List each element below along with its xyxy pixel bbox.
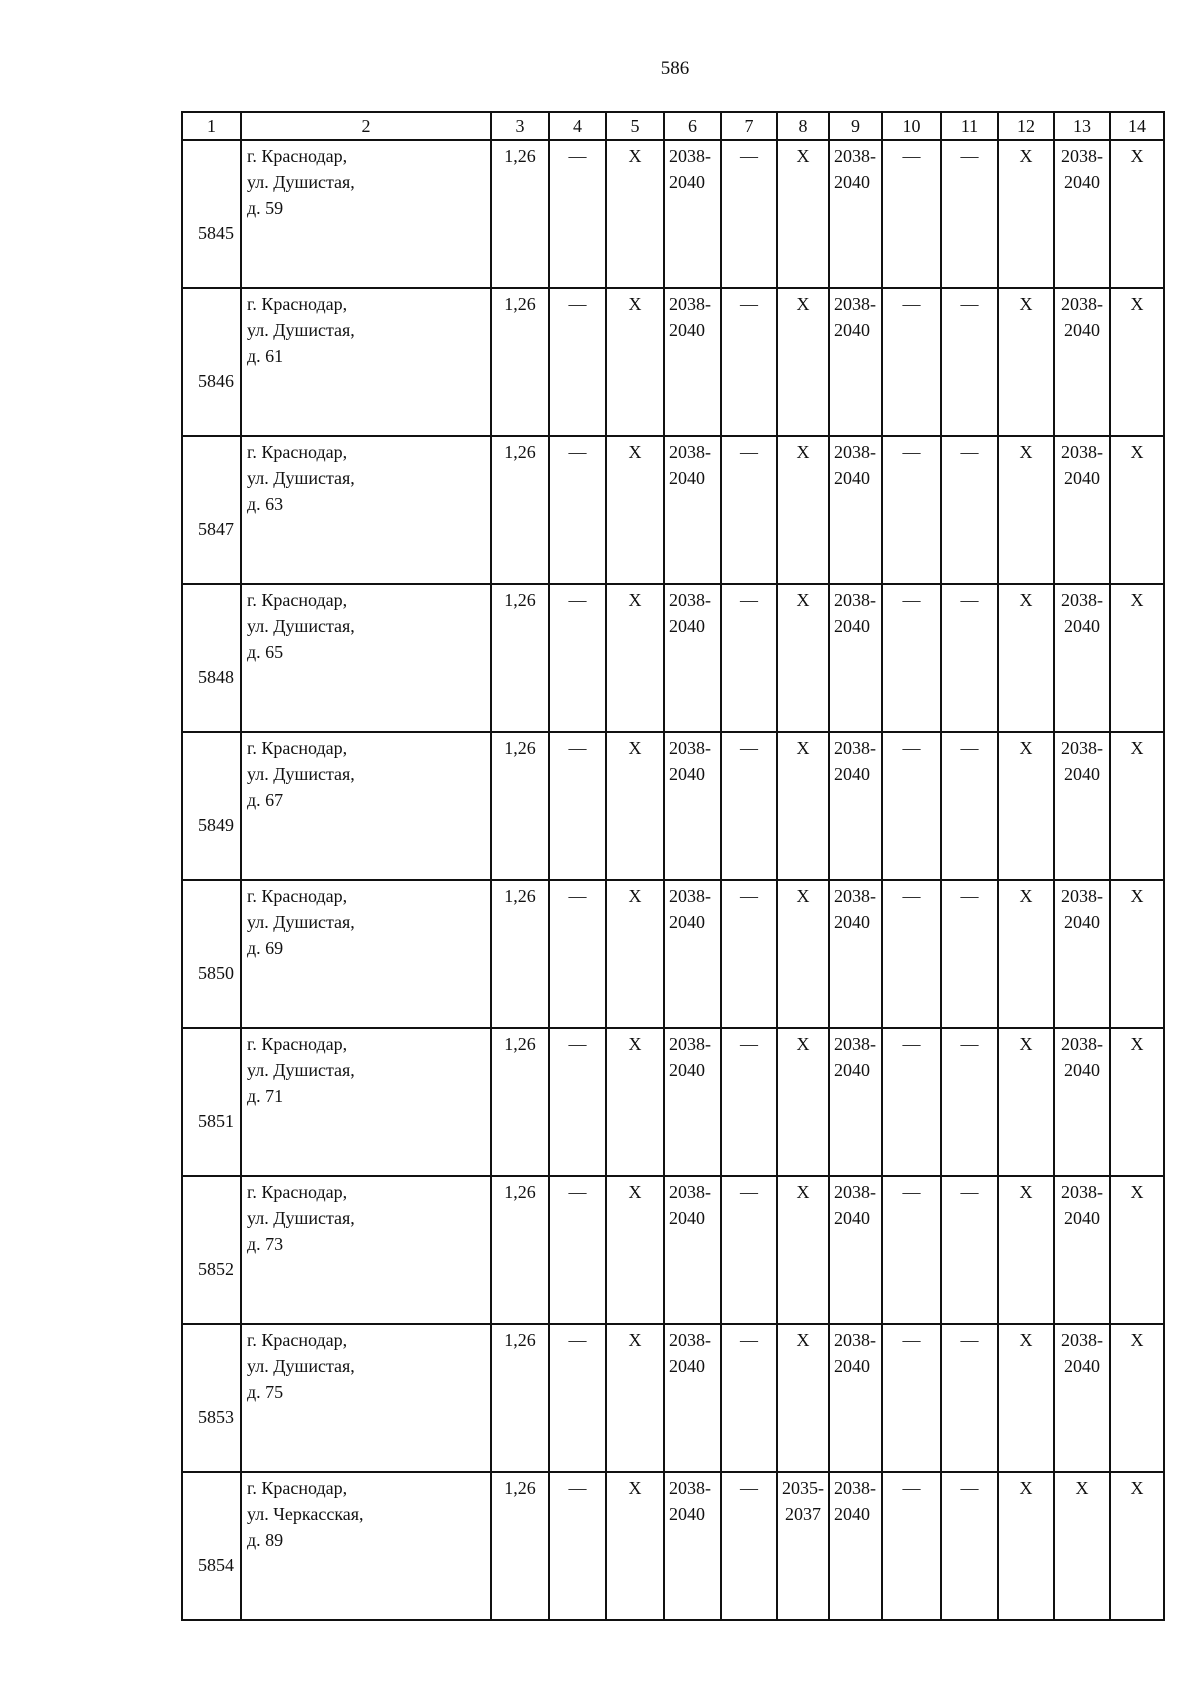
- value-cell: 1,26: [491, 288, 549, 436]
- table-row: [182, 732, 1164, 880]
- value-cell: 2038- 2040: [1054, 436, 1110, 584]
- table-row: [182, 1472, 1164, 1620]
- value-cell: 2038- 2040: [1054, 732, 1110, 880]
- value-cell: X: [1110, 584, 1164, 732]
- value-cell: —: [549, 584, 606, 732]
- row-number: 5845: [182, 140, 241, 288]
- column-header: 13: [1054, 112, 1110, 140]
- table-row: [182, 880, 1164, 1028]
- address-cell: г. Краснодар, ул. Душистая, д. 65: [241, 584, 491, 732]
- address-cell: г. Краснодар, ул. Черкасская, д. 89: [241, 1472, 491, 1620]
- table-row: [182, 584, 1164, 732]
- address-cell: г. Краснодар, ул. Душистая, д. 73: [241, 1176, 491, 1324]
- value-cell: X: [1054, 1472, 1110, 1620]
- value-cell: 2038- 2040: [664, 1324, 721, 1472]
- column-header: 11: [941, 112, 998, 140]
- row-number: 5852: [182, 1176, 241, 1324]
- value-cell: —: [549, 288, 606, 436]
- value-cell: —: [941, 1028, 998, 1176]
- value-cell: X: [998, 732, 1054, 880]
- value-cell: X: [998, 288, 1054, 436]
- row-number: 5846: [182, 288, 241, 436]
- value-cell: X: [998, 1028, 1054, 1176]
- value-cell: —: [549, 1176, 606, 1324]
- value-cell: X: [1110, 436, 1164, 584]
- column-header: 7: [721, 112, 777, 140]
- value-cell: 2038- 2040: [829, 880, 882, 1028]
- table-row: [182, 436, 1164, 584]
- value-cell: —: [941, 880, 998, 1028]
- value-cell: X: [1110, 1472, 1164, 1620]
- value-cell: 1,26: [491, 1324, 549, 1472]
- column-header: 3: [491, 112, 549, 140]
- value-cell: —: [721, 436, 777, 584]
- value-cell: 2038- 2040: [829, 436, 882, 584]
- value-cell: 2038- 2040: [664, 1176, 721, 1324]
- address-cell: г. Краснодар, ул. Душистая, д. 61: [241, 288, 491, 436]
- row-number: 5850: [182, 880, 241, 1028]
- value-cell: 2038- 2040: [1054, 584, 1110, 732]
- value-cell: 1,26: [491, 140, 549, 288]
- value-cell: X: [606, 140, 664, 288]
- value-cell: 2038- 2040: [664, 436, 721, 584]
- value-cell: —: [549, 436, 606, 584]
- column-header: 8: [777, 112, 829, 140]
- value-cell: X: [998, 436, 1054, 584]
- value-cell: —: [941, 1324, 998, 1472]
- value-cell: 2038- 2040: [664, 140, 721, 288]
- value-cell: 2038- 2040: [829, 584, 882, 732]
- value-cell: 2035- 2037: [777, 1472, 829, 1620]
- value-cell: —: [941, 436, 998, 584]
- value-cell: X: [777, 1028, 829, 1176]
- address-cell: г. Краснодар, ул. Душистая, д. 67: [241, 732, 491, 880]
- table-header: [182, 112, 1164, 140]
- table-row: [182, 140, 1164, 288]
- table-row: [182, 1176, 1164, 1324]
- value-cell: 2038- 2040: [829, 140, 882, 288]
- value-cell: 2038- 2040: [829, 288, 882, 436]
- value-cell: X: [606, 584, 664, 732]
- table-row: [182, 1324, 1164, 1472]
- value-cell: X: [606, 1028, 664, 1176]
- column-header: 12: [998, 112, 1054, 140]
- value-cell: —: [941, 140, 998, 288]
- value-cell: 2038- 2040: [829, 732, 882, 880]
- value-cell: —: [882, 1472, 941, 1620]
- value-cell: 1,26: [491, 1028, 549, 1176]
- value-cell: X: [998, 1472, 1054, 1620]
- row-number: 5848: [182, 584, 241, 732]
- column-header: 9: [829, 112, 882, 140]
- value-cell: X: [777, 1324, 829, 1472]
- value-cell: X: [606, 1176, 664, 1324]
- value-cell: —: [882, 288, 941, 436]
- value-cell: X: [777, 288, 829, 436]
- value-cell: 2038- 2040: [1054, 880, 1110, 1028]
- value-cell: X: [777, 880, 829, 1028]
- value-cell: 2038- 2040: [664, 732, 721, 880]
- value-cell: X: [777, 436, 829, 584]
- value-cell: X: [998, 1176, 1054, 1324]
- value-cell: 2038- 2040: [664, 1472, 721, 1620]
- value-cell: 2038- 2040: [1054, 1176, 1110, 1324]
- value-cell: X: [998, 1324, 1054, 1472]
- value-cell: —: [941, 288, 998, 436]
- address-cell: г. Краснодар, ул. Душистая, д. 75: [241, 1324, 491, 1472]
- value-cell: X: [777, 1176, 829, 1324]
- value-cell: X: [1110, 732, 1164, 880]
- value-cell: X: [777, 140, 829, 288]
- value-cell: —: [721, 1176, 777, 1324]
- value-cell: —: [721, 288, 777, 436]
- column-header: 1: [182, 112, 241, 140]
- value-cell: 1,26: [491, 584, 549, 732]
- value-cell: X: [1110, 1176, 1164, 1324]
- value-cell: —: [721, 584, 777, 732]
- value-cell: 1,26: [491, 1472, 549, 1620]
- value-cell: 1,26: [491, 436, 549, 584]
- value-cell: —: [941, 1176, 998, 1324]
- table-body: [182, 140, 1164, 1620]
- value-cell: —: [549, 880, 606, 1028]
- value-cell: X: [998, 880, 1054, 1028]
- value-cell: X: [777, 584, 829, 732]
- value-cell: —: [941, 1472, 998, 1620]
- value-cell: 2038- 2040: [1054, 1324, 1110, 1472]
- column-header: 5: [606, 112, 664, 140]
- value-cell: X: [606, 732, 664, 880]
- column-header: 2: [241, 112, 491, 140]
- row-number: 5853: [182, 1324, 241, 1472]
- value-cell: 2038- 2040: [1054, 1028, 1110, 1176]
- value-cell: —: [549, 1028, 606, 1176]
- page-number: 586: [660, 58, 690, 79]
- value-cell: —: [941, 732, 998, 880]
- value-cell: —: [882, 1324, 941, 1472]
- value-cell: 2038- 2040: [1054, 140, 1110, 288]
- value-cell: 2038- 2040: [664, 584, 721, 732]
- value-cell: —: [721, 1324, 777, 1472]
- value-cell: —: [549, 140, 606, 288]
- value-cell: X: [606, 288, 664, 436]
- column-header: 6: [664, 112, 721, 140]
- row-number: 5849: [182, 732, 241, 880]
- value-cell: —: [882, 732, 941, 880]
- header-row: [182, 112, 1164, 140]
- value-cell: X: [1110, 140, 1164, 288]
- column-header: 14: [1110, 112, 1164, 140]
- value-cell: 2038- 2040: [829, 1176, 882, 1324]
- value-cell: 1,26: [491, 1176, 549, 1324]
- value-cell: —: [882, 584, 941, 732]
- value-cell: —: [882, 140, 941, 288]
- row-number: 5847: [182, 436, 241, 584]
- row-number: 5854: [182, 1472, 241, 1620]
- value-cell: —: [721, 880, 777, 1028]
- address-cell: г. Краснодар, ул. Душистая, д. 59: [241, 140, 491, 288]
- address-cell: г. Краснодар, ул. Душистая, д. 63: [241, 436, 491, 584]
- value-cell: X: [606, 880, 664, 1028]
- value-cell: —: [721, 1472, 777, 1620]
- address-cell: г. Краснодар, ул. Душистая, д. 71: [241, 1028, 491, 1176]
- value-cell: —: [882, 880, 941, 1028]
- value-cell: X: [1110, 1324, 1164, 1472]
- value-cell: 1,26: [491, 880, 549, 1028]
- register-table: [181, 111, 1165, 1621]
- value-cell: —: [941, 584, 998, 732]
- value-cell: 2038- 2040: [829, 1472, 882, 1620]
- value-cell: 2038- 2040: [664, 288, 721, 436]
- value-cell: X: [1110, 288, 1164, 436]
- value-cell: 1,26: [491, 732, 549, 880]
- value-cell: 2038- 2040: [829, 1028, 882, 1176]
- value-cell: X: [1110, 880, 1164, 1028]
- value-cell: 2038- 2040: [664, 880, 721, 1028]
- value-cell: —: [721, 1028, 777, 1176]
- value-cell: X: [606, 436, 664, 584]
- column-header: 4: [549, 112, 606, 140]
- value-cell: X: [1110, 1028, 1164, 1176]
- table-row: [182, 288, 1164, 436]
- value-cell: —: [549, 732, 606, 880]
- value-cell: —: [721, 732, 777, 880]
- column-header: 10: [882, 112, 941, 140]
- value-cell: 2038- 2040: [829, 1324, 882, 1472]
- address-cell: г. Краснодар, ул. Душистая, д. 69: [241, 880, 491, 1028]
- value-cell: X: [998, 584, 1054, 732]
- value-cell: —: [549, 1472, 606, 1620]
- row-number: 5851: [182, 1028, 241, 1176]
- value-cell: X: [777, 732, 829, 880]
- value-cell: X: [606, 1472, 664, 1620]
- value-cell: 2038- 2040: [664, 1028, 721, 1176]
- value-cell: X: [998, 140, 1054, 288]
- value-cell: —: [882, 1176, 941, 1324]
- value-cell: —: [721, 140, 777, 288]
- value-cell: 2038- 2040: [1054, 288, 1110, 436]
- value-cell: —: [549, 1324, 606, 1472]
- value-cell: X: [606, 1324, 664, 1472]
- value-cell: —: [882, 436, 941, 584]
- value-cell: —: [882, 1028, 941, 1176]
- table-row: [182, 1028, 1164, 1176]
